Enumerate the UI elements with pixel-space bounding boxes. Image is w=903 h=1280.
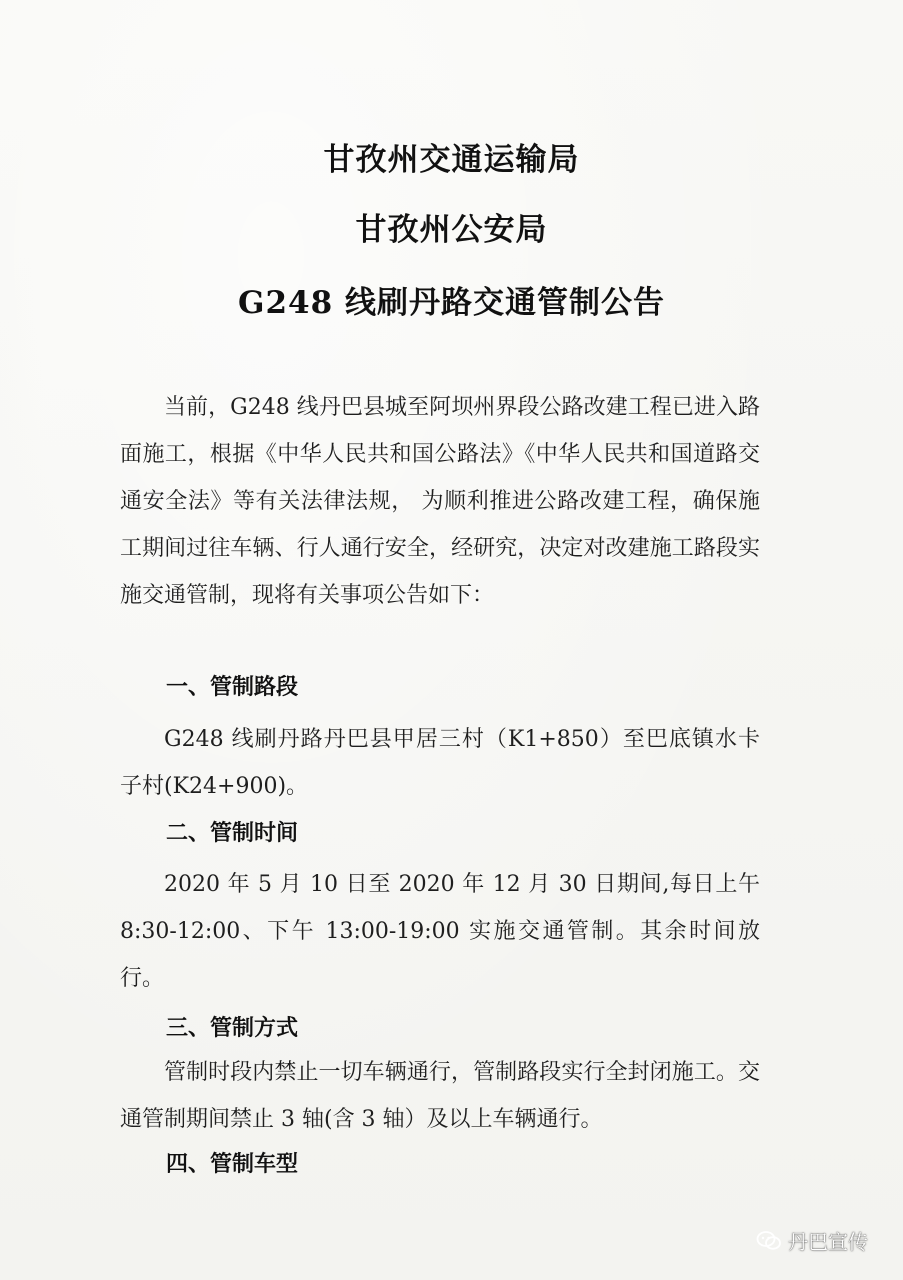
section-body-method: 管制时段内禁止一切车辆通行，管制路段实行全封闭施工。交通管制期间禁止 3 轴(含 3 轴）及以上车辆通行。 (120, 1060, 760, 1132)
section-body-time: 2020 年 5 月 10 日至 2020 年 12 月 30 日期间,每日上午 8:30-12:00、下午 13:00-19:00 实施交通管制。其余时间放行。 (120, 872, 760, 991)
issuer-title-transport: 甘孜州交通运输局 (323, 142, 580, 178)
intro-paragraph: 当前，G248 线丹巴县城至阿坝州界段公路改建工程已进入路面施工，根据《中华人民共和国公路法》《中华人民共和国道路交通安全法》等有关法律法规， 为顺利推进公路改建工程，确保施工期间过往车辆、行人通行安全，经研究，决定对改建施工路段实施交通管制，现将有关事项公告如下： (120, 395, 760, 608)
section-heading-time: 二、管制时间 (166, 820, 299, 846)
watermark-text: 丹巴宣传 (788, 1230, 868, 1254)
section-body-road: G248 线刷丹路丹巴县甲居三村（K1+850）至巴底镇水卡子村(K24+900)。 (120, 727, 760, 799)
notice-title: G248 线刷丹路交通管制公告 (238, 285, 665, 321)
issuer-title-police: 甘孜州公安局 (355, 212, 548, 248)
section-heading-road: 一、管制路段 (166, 674, 299, 700)
wechat-icon (756, 1230, 782, 1252)
section-heading-method: 三、管制方式 (166, 1015, 299, 1041)
wechat-watermark (756, 1226, 868, 1255)
section-heading-vehicle: 四、管制车型 (166, 1151, 299, 1177)
